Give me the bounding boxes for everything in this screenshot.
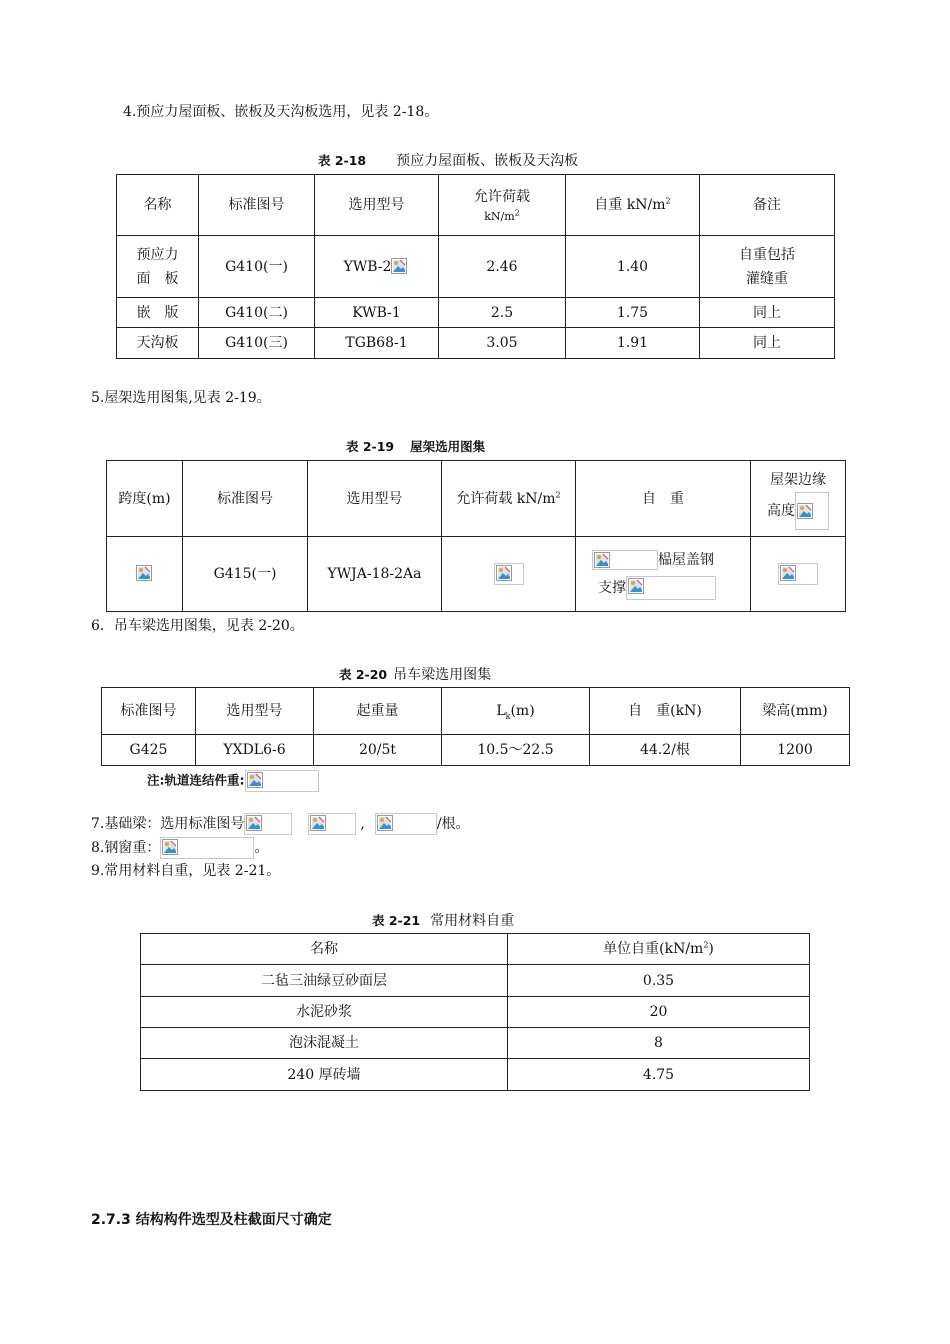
header-cell: 标准图号 (183, 461, 308, 537)
note-text: 注:轨道连结件重: (147, 772, 245, 788)
table-cell (107, 537, 183, 612)
header-cell: 自 重 (576, 461, 751, 537)
table-header-row (102, 688, 850, 735)
table-row (117, 298, 835, 328)
table-cell: 泡沫混凝土 (141, 1028, 508, 1059)
table-cell: 1.91 (566, 328, 700, 359)
table-2-20 (101, 687, 850, 766)
table-cell: G410(二) (199, 298, 315, 328)
broken-image-icon (244, 813, 292, 835)
header-load-label: 允许荷载 (474, 189, 530, 205)
header-cell: 起重量 (314, 688, 442, 735)
paragraph-text: 8.钢窗重： (91, 840, 161, 856)
paragraph-5: 5.屋架选用图集,见表 2-19。 (91, 390, 271, 406)
cell-line: 高度 (755, 492, 841, 530)
paragraph-7 (91, 813, 470, 835)
header-cell: 自 重(kN) (590, 688, 741, 735)
table-cell: 3.05 (439, 328, 566, 359)
cell-line: 面 板 (136, 270, 179, 287)
broken-image-icon (592, 550, 658, 570)
table-cell: 嵌 版 (117, 298, 199, 328)
broken-image-icon (375, 813, 437, 835)
broken-image-icon (626, 576, 716, 600)
table-cell (576, 537, 751, 612)
table-title: 预应力屋面板、嵌板及天沟板 (396, 153, 579, 169)
paragraph-6: 6．吊车梁选用图集，见表 2-20。 (91, 618, 304, 634)
paragraph-text: , (360, 816, 365, 832)
table-cell (700, 236, 835, 298)
table-2-21 (140, 933, 810, 1091)
table-cell (751, 537, 846, 612)
table-2-19 (106, 460, 846, 612)
cell-line: 榀屋盖钢 (592, 548, 746, 572)
table-cell: 2.46 (439, 236, 566, 298)
table-cell: TGB68-1 (315, 328, 439, 359)
header-cell: 梁高(mm) (741, 688, 850, 735)
header-cell: 名称 (117, 175, 199, 236)
table-number: 表 2-21 (372, 913, 421, 928)
table-cell: KWB-1 (315, 298, 439, 328)
header-cell: 选用型号 (315, 175, 439, 236)
table-number: 表 2-18 (318, 153, 367, 168)
table-row (141, 1059, 810, 1091)
table-row (117, 328, 835, 359)
cell-line: 屋架边缘 (770, 471, 826, 488)
table-cell: 同上 (700, 328, 835, 359)
broken-image-icon (245, 770, 319, 792)
table-header-row (117, 175, 835, 236)
paragraph-4: 4.预应力屋面板、嵌板及天沟板选用，见表 2-18。 (123, 104, 439, 120)
broken-image-icon (795, 492, 829, 530)
cell-line: 支撑 (592, 576, 746, 600)
table-cell: 1200 (741, 735, 850, 766)
table-cell: YXDL6-6 (196, 735, 314, 766)
table-cell: G410(一) (199, 236, 315, 298)
table-cell: 8 (508, 1028, 810, 1059)
table-2-20-caption (339, 666, 491, 684)
table-cell: 0.35 (508, 965, 810, 997)
table-cell: 1.75 (566, 298, 700, 328)
table-cell: 1.40 (566, 236, 700, 298)
table-cell: 240 厚砖墙 (141, 1059, 508, 1091)
header-cell: 标准图号 (199, 175, 315, 236)
table-number: 表 2-19 (346, 439, 395, 454)
header-cell: 选用型号 (196, 688, 314, 735)
table-cell: 20 (508, 997, 810, 1028)
table-row (107, 537, 846, 612)
header-cell: 名称 (141, 934, 508, 965)
table-cell: 二毡三油绿豆砂面层 (141, 965, 508, 997)
header-cell: 备注 (700, 175, 835, 236)
header-cell: 单位自重$(kN/m^2)$ (508, 934, 810, 965)
table-cell: G410(三) (199, 328, 315, 359)
header-cell: 允许荷载 $kN/m^2$ (442, 461, 576, 537)
paragraph-8 (91, 837, 268, 859)
broken-image-icon (160, 837, 254, 859)
header-load-unit: $kN/m^2$ (484, 208, 520, 223)
table-header-row (107, 461, 846, 537)
table-header-row (141, 934, 810, 965)
table-cell: 同上 (700, 298, 835, 328)
table-cell (117, 236, 199, 298)
table-2-19-caption (346, 438, 485, 456)
header-cell: $L_k(m)$ (442, 688, 590, 735)
table-row (102, 735, 850, 766)
broken-image-icon (391, 258, 409, 276)
header-cell: 跨度(m) (107, 461, 183, 537)
table-cell: G415(一) (183, 537, 308, 612)
paragraph-9: 9.常用材料自重，见表 2-21。 (91, 863, 281, 879)
broken-image-icon (494, 563, 524, 585)
table-cell: YWB-2 (315, 236, 439, 298)
broken-image-icon (135, 564, 155, 584)
section-heading: 2.7.3 结构构件选型及柱截面尺寸确定 (91, 1212, 332, 1228)
table-cell: 20/5t (314, 735, 442, 766)
table-cell: 2.5 (439, 298, 566, 328)
table-cell: 10.5～22.5 (442, 735, 590, 766)
table-2-18-caption (318, 152, 578, 170)
table-row (141, 1028, 810, 1059)
paragraph-text: 。 (254, 840, 269, 856)
table-row (141, 997, 810, 1028)
cell-line: 预应力 (136, 246, 179, 263)
header-cell: 标准图号 (102, 688, 196, 735)
paragraph-text: /根。 (436, 816, 470, 832)
cell-line: 灌缝重 (746, 270, 788, 287)
header-cell (439, 175, 566, 236)
paragraph-text: 7.基础梁：选用标准图号 (91, 816, 245, 832)
table-cell: G425 (102, 735, 196, 766)
table-2-21-caption (372, 912, 514, 930)
table-number: 表 2-20 (339, 667, 388, 682)
table-cell: YWJA-18-2Aa (308, 537, 442, 612)
broken-image-icon (308, 813, 356, 835)
header-cell: 自重 $kN/m^2$ (566, 175, 700, 236)
table-title: 屋架选用图集 (410, 439, 486, 454)
broken-image-icon (778, 563, 818, 585)
cell-line: 自重包括 (739, 246, 795, 263)
table-note (147, 770, 319, 792)
table-cell: 天沟板 (117, 328, 199, 359)
table-cell: 44.2/根 (590, 735, 741, 766)
table-2-18 (116, 174, 835, 359)
table-title: 常用材料自重 (430, 913, 515, 929)
table-row (117, 236, 835, 298)
table-cell: 水泥砂浆 (141, 997, 508, 1028)
table-title: 吊车梁选用图集 (393, 667, 492, 683)
header-cell: 选用型号 (308, 461, 442, 537)
header-cell (751, 461, 846, 537)
table-row (141, 965, 810, 997)
table-cell (442, 537, 576, 612)
table-cell: 4.75 (508, 1059, 810, 1091)
